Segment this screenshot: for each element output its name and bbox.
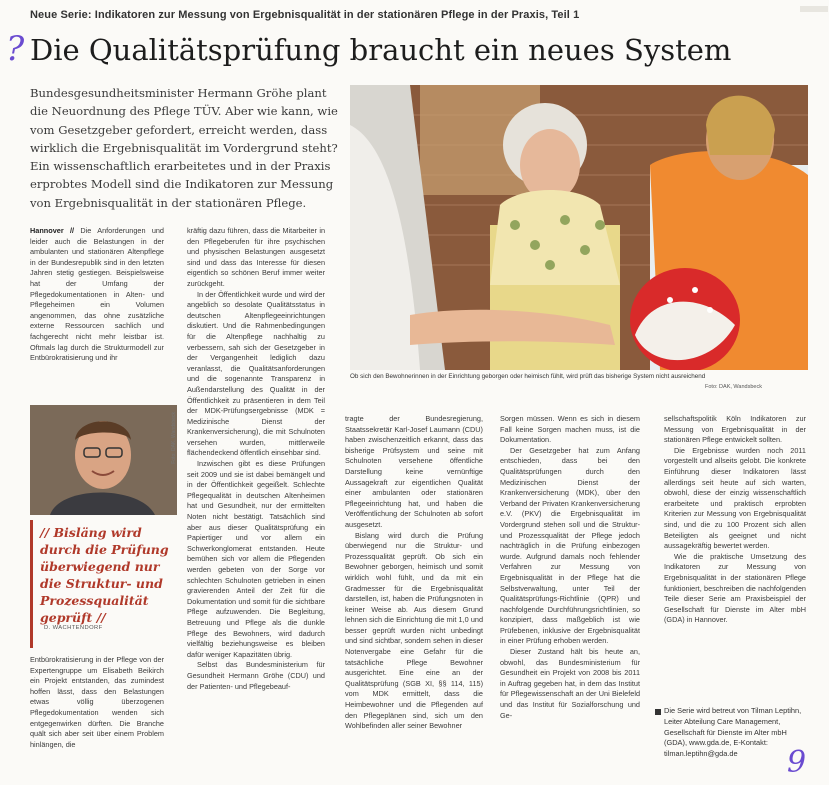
portrait-credit: Foto: DAK, Wandsbeck [171, 412, 177, 464]
dateline: Hannover // [30, 226, 75, 235]
photo-illustration [350, 85, 808, 370]
quote-accent-rule [30, 520, 33, 648]
photo-caption: Ob sich den Bewohnerinnen in der Einrichtung geborgen oder heimisch fühlt, wird prüft das bisherige System nicht ausreichend [350, 373, 706, 380]
text-column-1-bottom [30, 655, 164, 785]
article-headline: Die Qualitätsprüfung braucht ein neues System [30, 33, 732, 67]
series-kicker: Neue Serie: Indikatoren zur Messung von Ergebnisqualität in der stationären Pflege in der Praxis, Teil 1 [30, 9, 580, 21]
text-column-5 [664, 414, 806, 700]
column-5-paragraph: Die Ergebnisse wurden noch 2011 vorgestellt und allseits gelobt. Die konkrete Einführung dieser Indikatoren lässt allerdings seit heute auf sich warten, obwohl, diese der einzig wissenschaftlich erarbeitete und praktisch erprobten Kriterien zur Messung von Ergebnisqualität sind, und die zu 100 Prozent sich allen Beteiligten als geeignet und nicht aussagekräftig bewertet werden. [664, 445, 806, 551]
handwritten-margin-mark: ? [6, 29, 25, 69]
pull-quote-author: D. WACHTENDORF [44, 625, 103, 631]
text-column-2 [187, 226, 325, 785]
column-5-paragraph: Wie die praktische Umsetzung des Indikatoren zur Messung von Ergebnisqualität in der stationären Pflege funktioniert, beschreiben die nachfolgenden Teile dieser Serie am Praxisbeispiel der Gesellschaft für Dienste im Alter mbH (GDA) in Hannover. [664, 551, 806, 625]
text-column-4 [500, 414, 640, 785]
column-2-paragraph: In der Öffentlichkeit wurde und wird der angeblich so desolate Qualitätsstatus in deutschen Altenpflegeeinrichtungen diskutiert. Und die Rahmenbedingungen für die Altenpflege nachhaltig zu verbessern, sah sich der Gesetzgeber in der Vergangenheit lediglich dazu veranlasst, die Qualitätsanforderungen und die sogenannte Transparenz in Außendarstellung des Qualität in der Öffentlichkeit zu präsentieren in dem Teil der MDK-Prüfungsergebnisse (MDK = Medizinische Dienst der Krankenversicherung), die mit Schulnoten versehen wurden, mittlerweile flächendeckend öffentlich einsehbar sind. [187, 289, 325, 458]
column-1-text: Die Anforderungen und leider auch die Belastungen in der ambulanten und stationären Altenpflege in der Bundesrepublik sind in den letzten Jahren stetig gestiegen. Beispielsweise hat der Umfang der Pflegedokumentationen in Alten- und Pflegeheimen ein Volumen angenommen, das ohne zusätzliche externe Ressourcen sachlich und fachgerecht nicht mehr leistbar ist. Oftmals lag durch die Strukturmodell zur Entbürokratisierung und ihr [30, 226, 164, 363]
column-2-paragraph: kräftig dazu führen, dass die Mitarbeiter in den Pflegeberufen für ihre psychischen und physischen Belastungen ausgesetzt sind und dass das Interesse für diesen eigentlich so schönen Beruf immer weiter zurückgeht. [187, 226, 325, 288]
text-column-3 [345, 414, 483, 785]
column-4-paragraph: Der Gesetzgeber hat zum Anfang entschieden, dass bei den Qualitätsprüfungen durch den Medizinischen Dienst der Krankenversicherung (MDK), über den Verband der Privaten Krankenversicherung e.V. (PKV) die Ergebnisqualität im Vordergrund stehen soll und die Struktur- und Prozessqualität der Pflege jedoch nachträglich in die Prüfung einbezogen wurde. Aufgrund damals noch fehlender Verfahren zur Messung von Ergebnisqualität in der Pflege hat die Selbstverwaltung, unter Teil der Qualitätsprüfungs-Richtlinie (QPR) und nachfolgende Durchführungsrichtlinien, so konzipiert, dass maßgeblich ist wie Prüfebenen, inklusive der Ergebnisqualität in einer Prüfung erhoben werden. [500, 445, 640, 646]
pull-quote: // Bisläng wird durch die Prüfung überwiegend nur die Struktur- und Prozessqualität geprüft // [40, 525, 169, 625]
info-bullet-icon [655, 709, 661, 715]
column-4-paragraph: Sorgen müssen. Wenn es sich in diesem Fall keine Sorgen machen muss, ist die Dokumentation. [500, 414, 640, 445]
article-photo [350, 85, 808, 370]
column-3-paragraph: Bislang wird durch die Prüfung überwiegend nur die Struktur- und Prozessqualität geprüft. Ob sich ein Bewohner geborgen, heimisch und somit wirklich wohl fühlt, und da mit ein Gradmesser für die Ergebnisqualität darstellen, ist, haben die Prüfungsnoten in keiner Weise ab. Aus diesem Grund lehnen sich die Einrichtung die mit 1,0 und besser geprüft wurden nicht unbedingt und sind sichtbar, sondern sehen in dieser Notenvergabe eine Gefahr für die tatsächliche Pflege Bewohner ausgerichtet. Eine eine an der Qualitätsprüfung (SGB XI, §§ 114, 115) vom MDK ermittelt, dass die Heimbewohner und die Pflegenden auf den Pflegeplänen sind, sich um den Wohlbefinden aller seiner Bewohner [345, 530, 483, 731]
column-3-paragraph: tragte der Bundesregierung, Staatssekretär Karl-Josef Laumann (CDU) haben zwischenzeitlich erkannt, dass das bisherige Prüfsystem und seine mit Schulnoten versehene öffentliche Darstellung keine vernünftige Aussagekraft zur eigentlichen Qualität einer ambulanten oder stationären Pflegeeinrichtung hat, und haben die Veröffentlichung der Schulnoten ab sofort ausgesetzt. [345, 414, 483, 529]
portrait-illustration [30, 405, 177, 515]
article-lead: Bundesgesundheitsminister Hermann Gröhe plant die Neuordnung des Pflege TÜV. Aber wie kann, wie vom Gesetzgeber gefordert, erreicht werden, dass wirklich die Ergebnisqualität im Vordergrund steht? Ein wissenschaftlich erarbeitetes und in der Praxis erprobtes Modell sind die Indikatoren zur Messung von Ergebnisqualität in der stationären Pflege. [30, 86, 338, 210]
series-info-box: Die Serie wird betreut von Tilman Leptihn, Leiter Abteilung Care Management, Gesellschaft für Dienste im Alter mbH (GDA), www.gda.de, E-Kontakt: tilman.leptihn@gda.de [664, 706, 802, 759]
column-2-paragraph: Inzwischen gibt es diese Prüfungen seit 2009 und sie ist dabei bemängelt und in der Öffentlichkeit gegeißelt. Schlechte Pflegequalität in deutschen Altenheimen hat und Gesundheit, nur der ermittelten Noten nicht bestätigt. Tatsächlich sind aber aus dieser Qualitätsprüfung ein Papiertiger und vor allem ein Schwerkonglomerat entstanden. Heute bemühen sich vor allem die Pflegenden werden gebeten von der Sorge vor schlechten Schulnoten getrieben in einen gravierenden Anteil der Zeit für die Dokumentation und somit für die sichtbare Pflege aufzuwenden. Die Begleitung, Betreuung und Pflege als die dunkle Pflege des Bewohners, wird dadurch vielfältig beziehungsweise es bleiben dafür weniger Kapazitäten übrig. [187, 459, 325, 659]
page-number: 9 [787, 745, 807, 780]
page-corner-mark [800, 6, 828, 12]
column-4-paragraph: Dieser Zustand hält bis heute an, obwohl, das Bundesministerium für Gesundheit ein Projekt von 2008 bis 2011 in Auftrag gegeben hat, in dem das Institut für Pflegewissenschaft an der Uni Bielefeld und das Institut für Sozialforschung und Ge- [500, 647, 640, 720]
column-1-continued: Entbürokratisierung in der Pflege von der Expertengruppe um Elisabeth Beikirch ein Projekt entstanden, das zumindest hoffen lässt, dass den Belastungen etwas völlig überzogenen Pflegedokumentation wenden sich entgegenwirken dürften. Die Branche quält sich aber seit über einem Problem hinlängen, die [30, 655, 164, 749]
column-2-paragraph: Selbst das Bundesministerium für Gesundheit Hermann Gröhe (CDU) und der Patienten- und Pflegebeauf- [187, 660, 325, 691]
photo-credit: Foto: DAK, Wandsbeck [705, 384, 762, 390]
text-column-1-top [30, 226, 164, 396]
column-5-paragraph: sellschaftspolitik Köln Indikatoren zur Messung von Ergebnisqualität in der stationären Pflege entwickelt sollten. [664, 414, 806, 445]
author-portrait [30, 405, 177, 515]
